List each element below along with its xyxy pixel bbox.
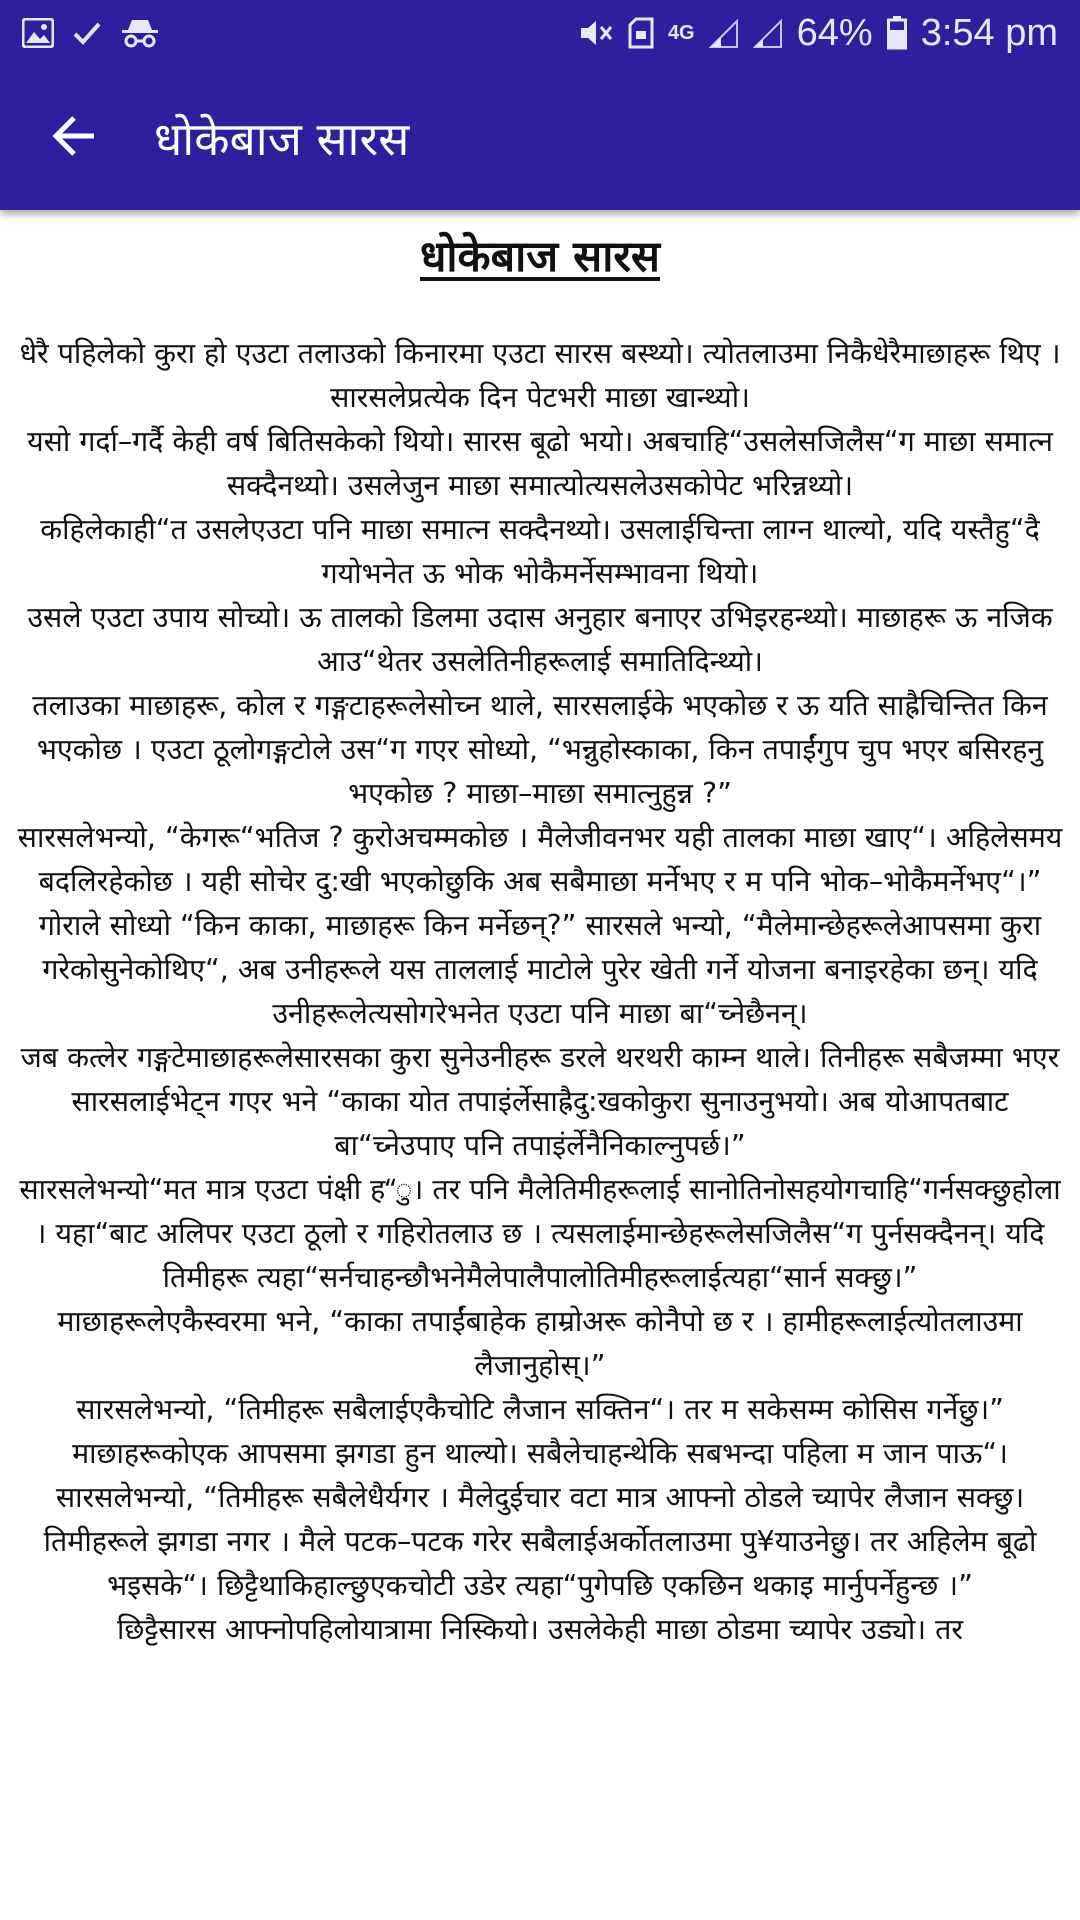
story-paragraph: सारसलेभन्यो“मत मात्र एउटा पंक्षी ह“ु। तर पनि मैलेतिमीहरूलाई सानोतिनोसहयोगचाहि“गर्नसक्छुहोला । यहा“बाट अलिपर एउटा ठूलो र गहिरोतलाउ छ । त्यसलाईमान्छेहरूलेसजिलैस“ग पुर्नसक्दैनन्। यदि तिमीहरू त्यहा“सर्नचाहन्छौभनेमैलेपालैपालोतिमीहरूलाईत्यहा“सार्न सक्छु।”: [19, 1172, 1061, 1294]
story-paragraph: सारसलेभन्यो, “केगरू“भतिज ? कुरोअचम्मकोछ । मैलेजीवनभर यही तालका माछा खाए“। अहिलेसमय बदलिरहेकोछ । यही सोचेर दु:खी भएकोछुकि अब सबैमाछा मर्नेभए र म पनि भोक–भोकैमर्नेभए“।”: [17, 820, 1063, 898]
story-paragraph: धेरै पहिलेको कुरा हो एउटा तलाउको किनारमा एउटा सारस बस्थ्यो। त्योतलाउमा निकैधेरैमाछाहरू थिए । सारसलेप्रत्येक दिन पेटभरी माछा खान्थ्यो।: [19, 336, 1061, 414]
app-bar: [0, 66, 1080, 210]
network-type: 4G: [667, 21, 695, 44]
battery-percent: 64%: [796, 11, 873, 54]
story-paragraph: कहिलेकाही“त उसलेएउटा पनि माछा समात्न सक्दैनथ्यो। उसलाईचिन्ता लाग्न थाल्यो, यदि यस्तैहु“दै गयोभनेत ऊ भोक भोकैमर्नेसम्भावना थियो।: [40, 512, 1040, 590]
story-paragraph: उसले एउटा उपाय सोच्यो। ऊ तालको डिलमा उदास अनुहार बनाएर उभिइरहन्थ्यो। माछाहरू ऊ नजिक आउ“थेतर उसलेतिनीहरूलाई समातिदिन्थ्यो।: [27, 600, 1053, 678]
status-bar-right: [578, 12, 1058, 55]
story-body: [14, 332, 1066, 1652]
status-bar: [0, 0, 1080, 66]
story-paragraph: जब कत्लेर गङ्गटेमाछाहरूलेसारसका कुरा सुनेउनीहरू डरले थरथरी काम्न थाले। तिनीहरू सबैजम्मा भएर सारसलाईभेट्न गएर भने “काका योत तपाइंर्लेसाह्रैदु:खकोकुरा सुनाउनुभयो। अब योआपतबाट बा“च्नेउपाए पनि तपाइंर्लेनैनिकाल्नुपर्छ।”: [20, 1040, 1060, 1162]
story-paragraph: सारसलेभन्यो, “तिमीहरू सबैलेधैर्यगर । मैलेदुईचार वटा मात्र आफ्नो ठोडले च्यापेर लैजान सक्छु। तिमीहरूले झगडा नगर । मैले पटक–पटक गरेर सबैलाईअर्कोतलाउमा पु¥याउनेछु। तर अहिलेम बूढो भइसके“। छिट्टैथाकिहाल्छुएकचोटी उडेर त्यहा“पुगेपछि एकछिन थकाइ मार्नुपर्नेहुन्छ ।”: [43, 1480, 1037, 1602]
clock: 3:54 pm: [920, 11, 1058, 54]
back-button[interactable]: [36, 100, 112, 176]
story-paragraph: गोराले सोध्यो “किन काका, माछाहरू किन मर्नेछन्?” सारसले भन्यो, “मैलेमान्छेहरूलेआपसमा कुरा गरेकोसुनेकोथिए“, अब उनीहरूले यस ताललाई माटोले पुरेर खेती गर्ने योजना बनाइरहेका छन्। यदि उनीहरूलेत्यसोगरेभनेत एउटा पनि माछा बा“च्नेछैनन्।: [38, 908, 1042, 1030]
gallery-icon: [22, 18, 54, 48]
story-paragraph: यसो गर्दा–गर्दै केही वर्ष बितिसकेको थियो। सारस बूढो भयो। अबचाहि“उसलेसजिलैस“ग माछा समात्न सक्दैनथ्यो। उसलेजुन माछा समात्योत्यसलेउसकोपेट भरिन्नथ्यो।: [27, 424, 1053, 502]
mute-icon: [578, 17, 614, 49]
incognito-icon: [120, 18, 160, 48]
story-paragraph: सारसलेभन्यो, “तिमीहरू सबैलाईएकैचोटि लैजान सक्तिन“। तर म सकेसम्म कोसिस गर्नेछु।”: [76, 1392, 1004, 1426]
story-content[interactable]: [0, 210, 1080, 1920]
status-bar-left: [22, 18, 160, 48]
story-title: धोकेबाज सारस: [419, 232, 661, 282]
story-paragraph: छिट्टैसारस आफ्नोपहिलोयात्रामा निस्कियो। उसलेकेही माछा ठोडमा च्यापेर उड्यो। तर: [117, 1612, 963, 1646]
story-paragraph: माछाहरूकोएक आपसमा झगडा हुन थाल्यो। सबैलेचाहन्थेकि सबभन्दा पहिला म जान पाऊ“।: [72, 1436, 1008, 1470]
story-paragraph: माछाहरूलेएकैस्वरमा भने, “काका तपाईंबाहेक हाम्रोअरू कोनैपो छ र । हामीहरूलाईत्योतलाउमा लैजानुहोस्।”: [57, 1304, 1023, 1382]
signal-icon: [753, 17, 783, 49]
story-paragraph: तलाउका माछाहरू, कोल र गङ्गटाहरूलेसोच्न थाले, सारसलाईके भएकोछ र ऊ यति साह्रैचिन्तित किन भएकोछ । एउटा ठूलोगङ्गटोले उस“ग गएर सोध्यो, “भन्नुहोस्काका, किन तपाईंगुप चुप भएर बसिरहनु भएकोछ ? माछा–माछा समात्नुहुन्न ?”: [32, 688, 1048, 810]
check-icon: [72, 20, 102, 46]
battery-icon: [887, 16, 907, 50]
signal-icon: [709, 17, 739, 49]
back-arrow-icon: [50, 114, 98, 162]
sd-card-icon: [628, 17, 654, 49]
app-bar-title: धोकेबाज सारस: [154, 112, 410, 166]
